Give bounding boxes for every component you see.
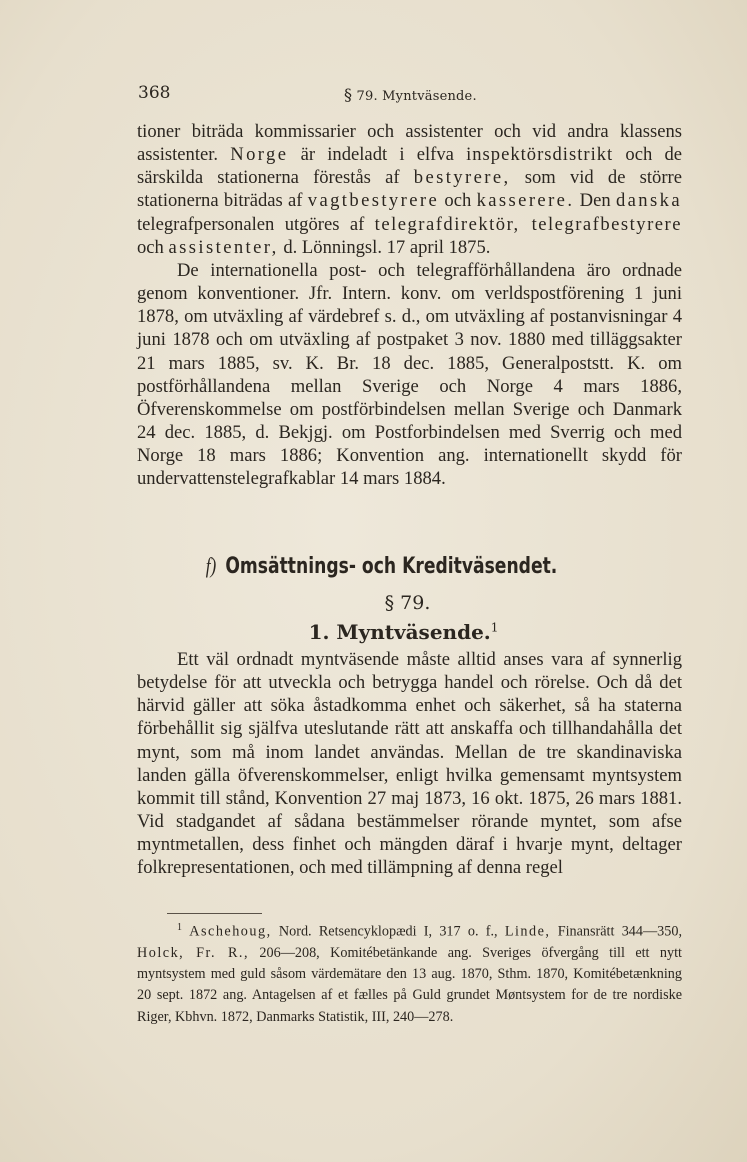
paragraph-conventions: De internationella post- och telegrafförhållandena äro ordnade genom konventioner. Jfr. Intern. konv. om verldspostförening 1 juni 1878, om utväxling af värdebref s. d., om utväxling af postanvisningar 4 juni 1878 och om utväxling af postpaket 3 nov. 1880 med tilläggsakter 21 mars 1885, sv. K. Br. 18 dec. 1885, Generalpoststt. K. om postförhållandena mellan Sverige och Norge 4 mars 1886, Öfverenskommelse om postförbindelsen mellan Sverige och Danmark 24 dec. 1885, d. Bekjgj. om Postforbindelsen med Sverrig och med Norge 18 mars 1886; Konvention ang. internationellt skydd för undervattenstelegrafkablar 14 mars 1884. <box>137 259 682 490</box>
text-run: Finansrätt 344—350, <box>550 923 682 940</box>
spaced-term: danska <box>615 190 682 212</box>
text-run: telegrafpersonalen utgöres af <box>137 213 375 235</box>
footnote-text <box>137 917 682 1028</box>
text-run: och <box>137 236 169 258</box>
spaced-term: inspektörsdistrikt <box>466 144 614 166</box>
subheading <box>0 620 747 644</box>
spaced-term: Norge <box>230 144 289 166</box>
author-holck: Holck, Fr. R., <box>137 944 249 961</box>
page-number: 368 <box>138 83 171 103</box>
author-aschehoug: Aschehoug, <box>189 923 272 940</box>
section-number: § 79. <box>384 592 431 614</box>
footnote-rule <box>167 913 262 914</box>
author-linde: Linde, <box>504 923 551 940</box>
spaced-term: vagtbestyrere <box>307 190 440 212</box>
text-run: d. Lönningsl. 17 april 1875. <box>278 236 491 258</box>
text-run: och de särskilda stationerna förestås af <box>137 144 682 189</box>
running-header <box>138 83 683 105</box>
spaced-term: assistenter, <box>168 236 279 258</box>
subheading-text: 1. Myntväsende. <box>308 620 491 644</box>
spaced-term: bestyrere, <box>413 167 511 189</box>
text-run: tioner biträda kommissarier och assistenter och vid andra klassens assistenter. <box>137 121 682 166</box>
body-text-main <box>137 648 682 880</box>
running-section-title: 79. Myntväsende. <box>356 89 477 104</box>
text-run: Den <box>574 190 616 212</box>
text-run: 206—208, Komitébetänkande ang. Sveriges öfvergång till ett nytt myntsystem med guld såsom värdemätare den 13 aug. 1870, Sthm. 1870, Komitébetænkning 20 sept. 1872 ang. Antagelsen af et fælles på Guld grundet Møntsystem for de tre nordiske Riger, Kbhvn. 1872, Danmarks Statistik, III, 240—278. <box>137 944 682 1025</box>
text-run: Nord. Retsencyklopædi I, 317 o. f., <box>271 923 505 940</box>
text-run: och <box>439 190 477 212</box>
footnote-marker: 1 <box>177 922 182 933</box>
spaced-term: kasserere. <box>476 190 575 212</box>
paragraph-personnel <box>137 120 682 259</box>
paragraph-myntvasende: Ett väl ordnadt myntväsende måste alltid anses vara af synnerlig betydelse för att utveckla och betrygga handel och rörelse. Och då det härvid gäller att söka åstadkomma enhet och säkerhet, så ha staterna förbehållit sig själfva uteslutande rätt att anskaffa och tillhandahålla det mynt, som må inom landet användas. Mellan de tre skandinaviska landen gälla öfverenskommelser, enligt hvilka gemensamt myntsystem kommit till stånd, Konvention 27 maj 1873, 16 okt. 1875, 26 mars 1881. Vid stadgandet af sådana bestämmelser rörande myntet, som afse myntmetallen, dess finhet och mängden däraf i hvarje mynt, deltager folkrepresentationen, och med tillämpning af denna regel <box>137 649 682 879</box>
text-run: som vid de större stationerna biträdas af <box>137 167 682 212</box>
chapter-heading <box>90 553 673 579</box>
section-sign: § <box>344 85 353 104</box>
heading-letter: f) <box>205 553 217 578</box>
heading-title: Omsättnings- och Kreditväsendet. <box>225 554 558 579</box>
spaced-term: telegrafdirektör, telegrafbestyrere <box>374 213 682 235</box>
footnote-ref: 1 <box>490 620 499 635</box>
body-text-top <box>137 120 682 491</box>
running-title <box>344 85 477 104</box>
footnote <box>137 917 682 1028</box>
text-run: är indeladt i elfva <box>288 144 467 166</box>
